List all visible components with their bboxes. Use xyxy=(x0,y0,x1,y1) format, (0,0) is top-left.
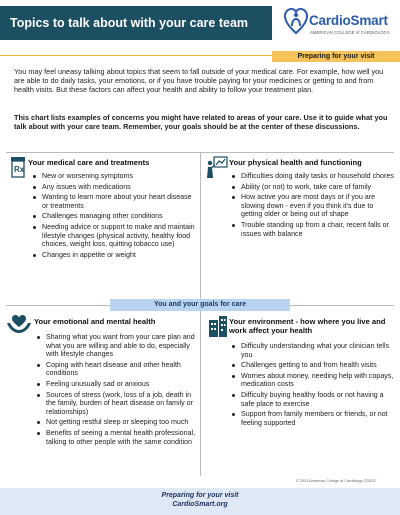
prep-bar xyxy=(0,51,400,61)
prescription-bottle-icon xyxy=(8,156,28,178)
list-item: Sources of stress (work, loss of a job, death in the family, burden of heart disease on family or relationships) xyxy=(36,391,198,417)
copyright-text: © 2023 American College of Cardiology Z23037 xyxy=(296,479,377,483)
footer-link[interactable]: CardioSmart.org xyxy=(172,501,228,508)
list-item: Sharing what you want from your care plan and what you are willing and able to do, especially with lifestyle changes xyxy=(36,333,198,359)
quadrant-environment xyxy=(201,311,400,476)
quadrant-title: Your medical care and treatments xyxy=(28,158,150,167)
page-title: Topics to talk about with your care team xyxy=(0,6,272,40)
list-item: Ability (or not) to work, take care of family xyxy=(231,183,395,192)
list-item: Challenges managing other conditions xyxy=(32,212,198,221)
center-label: You and your goals for care xyxy=(110,299,290,311)
footer xyxy=(0,488,400,515)
list-item: Not getting restful sleep or sleeping too much xyxy=(36,418,198,427)
list-item: Needing advice or support to make and maintain lifestyle changes (physical activity, healthy food choices, weight loss, quitting tobacco use) xyxy=(32,223,198,249)
intro-bold-paragraph: This chart lists examples of concerns you might have related to areas of your care. Use it to guide what you talk about with your care team. Remember, your goals should be at the center of these discussions. xyxy=(14,113,388,132)
intro-paragraph: You may feel uneasy talking about topics that seem to fall outside of your medical care. For example, how well you are able to do daily tasks, your emotions, or if you have trouble paying for your medicines or getting to and from health visits. But these factors can affect your health and ability to follow your treatment plan. xyxy=(14,67,384,95)
list-item: Trouble standing up from a chair, recent falls or issues with balance xyxy=(231,221,395,238)
quadrant-list xyxy=(231,172,395,240)
list-item: Difficulty understanding what your clinician tells you xyxy=(231,342,395,359)
person-at-chart-icon xyxy=(205,155,229,179)
quadrant-title: Your physical health and functioning xyxy=(229,158,362,167)
heart-logo-icon xyxy=(283,6,309,36)
quadrant-emotional-health xyxy=(0,311,200,476)
list-item: Challenges getting to and from health visits xyxy=(231,361,395,370)
list-item: Support from family members or friends, or not feeling supported xyxy=(231,410,395,427)
list-item: New or worsening symptoms xyxy=(32,172,198,181)
quadrant-title: Your environment - how where you live and work affect your health xyxy=(229,317,386,336)
quadrant-title: Your emotional and mental health xyxy=(34,317,156,326)
list-item: How active you are most days or if you are slowing down - even if you think it's due to getting older or being out of shape xyxy=(231,193,395,219)
logo-subtitle: AMERICAN COLLEGE of CARDIOLOGY. xyxy=(310,30,391,35)
quadrant-list xyxy=(231,342,395,429)
quadrant-medical-care xyxy=(0,152,200,299)
list-item: Wanting to learn more about your heart disease or treatments xyxy=(32,193,198,210)
quadrant-physical-health xyxy=(201,152,400,299)
heart-in-hands-icon xyxy=(6,313,32,335)
header xyxy=(0,0,400,50)
list-item: Any issues with medications xyxy=(32,183,198,192)
list-item: Changes in appetite or weight xyxy=(32,251,198,260)
list-item: Feeling unusually sad or anxious xyxy=(36,380,198,389)
list-item: Coping with heart disease and other health conditions xyxy=(36,361,198,378)
footer-tagline: Preparing for your visit xyxy=(161,492,239,499)
cardiosmart-logo[interactable] xyxy=(283,6,395,40)
list-item: Benefits of seeing a mental health professional, talking to other people with the same condition xyxy=(36,429,198,446)
buildings-icon xyxy=(207,314,229,338)
quadrant-list xyxy=(32,172,198,261)
list-item: Difficulties doing daily tasks or household chores xyxy=(231,172,395,181)
logo-name: CardioSmart xyxy=(309,13,388,28)
list-item: Difficulty buying healthy foods or not having a safe place to exercise xyxy=(231,391,395,408)
prep-tag: Preparing for your visit xyxy=(272,51,400,62)
svg-text:Rx: Rx xyxy=(14,165,25,174)
prep-divider xyxy=(0,55,272,56)
list-item: Worries about money, needing help with copays, medication costs xyxy=(231,372,395,389)
quadrant-list xyxy=(36,333,198,448)
center-bar xyxy=(0,299,400,311)
